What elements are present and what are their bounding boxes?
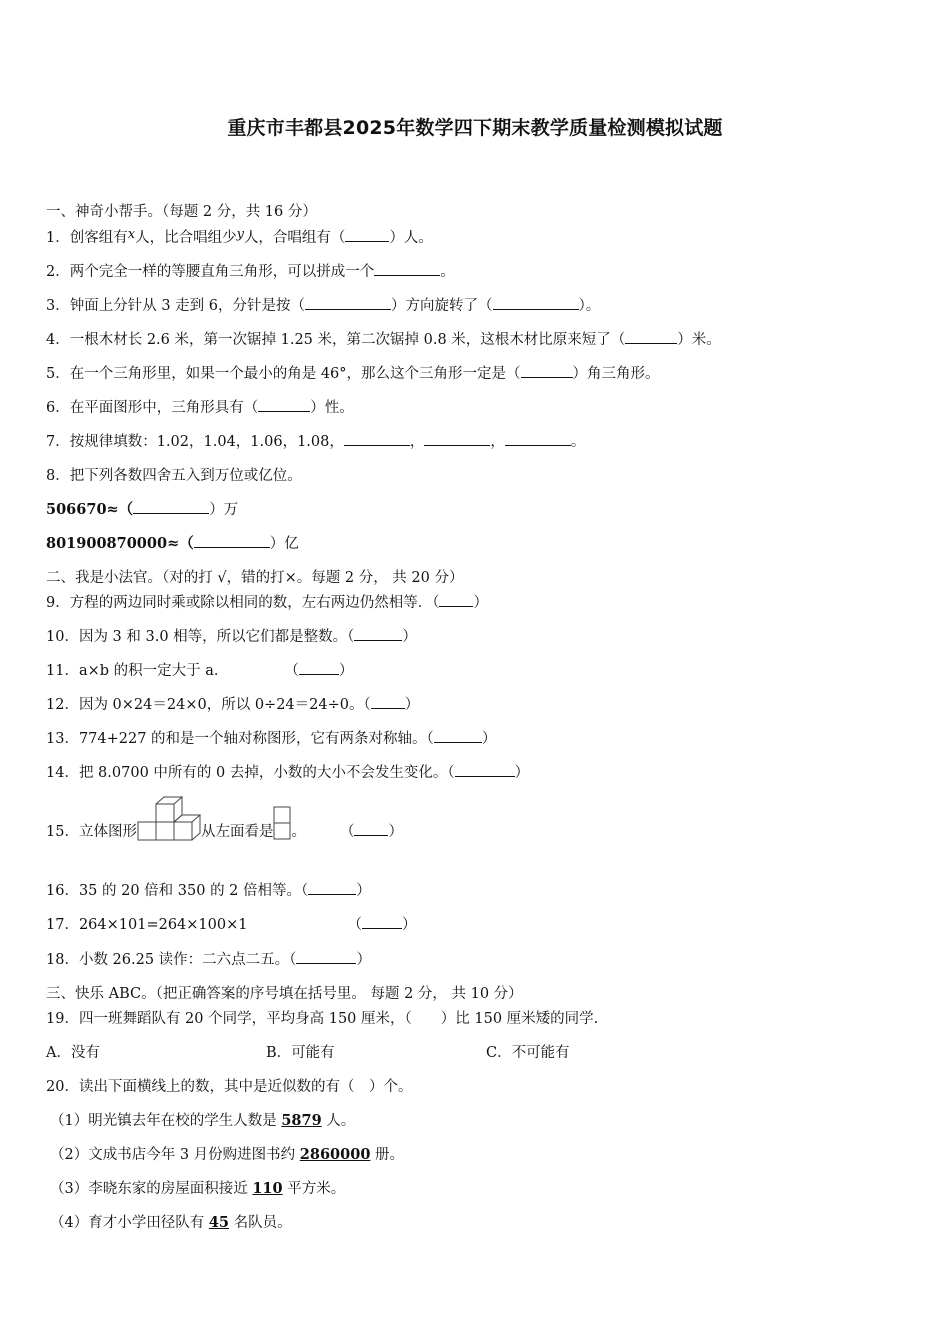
answer-blank[interactable] [354,822,388,836]
question-20-item: （4）育才小学田径队有 45 名队员。 [50,1214,292,1231]
question-18: 18．小数 26.25 读作：二六点二五。（ ） [46,952,371,968]
question-2: 2．两个完全一样的等腰直角三角形，可以拼成一个 。 [46,264,455,280]
answer-blank[interactable] [299,661,339,675]
answer-blank[interactable] [354,627,402,641]
page-title: 重庆市丰都县2025年数学四下期末教学质量检测模拟试题 [227,117,723,139]
question-20-item: （3）李晓东家的房屋面积接近 110 平方米。 [50,1180,346,1197]
answer-blank[interactable] [439,593,473,607]
answer-blank[interactable] [296,950,356,964]
option-a[interactable]: A．没有 [46,1045,100,1061]
answer-blank[interactable] [362,915,402,929]
answer-blank[interactable] [194,534,270,548]
answer-blank[interactable] [455,763,515,777]
question-19: 19．四一班舞蹈队有 20 个同学，平均身高 150 厘米，（ ）比 150 厘米矮的同学. [46,1011,599,1027]
question-5: 5．在一个三角形里，如果一个最小的角是 46°，那么这个三角形一定是（ ）角三角形。 [46,366,660,382]
question-16: 16．35 的 20 倍和 350 的 2 倍相等。（ ） [46,883,371,899]
answer-blank[interactable] [625,330,677,344]
question-13: 13．774+227 的和是一个轴对称图形，它有两条对称轴。（ ） [46,731,497,747]
answer-blank[interactable] [305,296,391,310]
answer-blank[interactable] [374,262,440,276]
question-1: 1．创客组有x人，比合唱组少y人，合唱组有（ ）人。 [46,227,433,246]
left-view-image [273,806,291,842]
question-12: 12．因为 0×24＝24×0，所以 0÷24＝24÷0。（ ） [46,697,420,713]
answer-blank[interactable] [371,695,405,709]
question-7: 7．按规律填数：1.02，1.04，1.06，1.08， ， ， 。 [46,434,586,450]
question-20-item: （2）文成书店今年 3 月份购进图书约 2860000 册。 [50,1146,405,1163]
answer-blank[interactable] [424,432,490,446]
question-20: 20．读出下面横线上的数，其中是近似数的有（ ）个。 [46,1079,413,1095]
option-b[interactable]: B．可能有 [266,1045,335,1061]
answer-blank[interactable] [493,296,579,310]
question-15: 15．立体图形 从左面看是 。 （ ） [46,822,403,842]
answer-blank[interactable] [434,729,482,743]
question-20-item: （1）明光镇去年在校的学生人数是 5879 人。 [50,1112,356,1129]
answer-blank[interactable] [521,364,573,378]
answer-blank[interactable] [308,881,356,895]
question-10: 10．因为 3 和 3.0 相等，所以它们都是整数。（ ） [46,629,417,645]
section-1-heading: 一、神奇小帮手。（每题 2 分，共 16 分） [46,204,317,220]
question-6: 6．在平面图形中，三角形具有（ ）性。 [46,400,354,416]
option-c[interactable]: C．不可能有 [486,1045,570,1061]
question-3: 3．钟面上分针从 3 走到 6，分针是按（ ）方向旋转了（ ）。 [46,298,601,314]
question-8b: 801900870000≈（ ）亿 [46,535,299,552]
question-11: 11．a×b 的积一定大于 a． （ ） [46,663,354,679]
section-3-heading: 三、快乐 ABC。（把正确答案的序号填在括号里。 每题 2 分， 共 10 分） [46,986,523,1002]
section-2-heading: 二、我是小法官。（对的打 √，错的打×。每题 2 分， 共 20 分） [46,570,464,586]
variable-x: x [127,227,136,242]
question-9: 9．方程的两边同时乘或除以相同的数，左右两边仍然相等．（ ） [46,595,488,611]
answer-blank[interactable] [345,228,389,242]
answer-blank[interactable] [505,432,571,446]
question-14: 14．把 8.0700 中所有的 0 去掉，小数的大小不会发生变化。（ ） [46,765,530,781]
answer-blank[interactable] [344,432,410,446]
question-4: 4．一根木材长 2.6 米，第一次锯掉 1.25 米，第二次锯掉 0.8 米，这根木材比原来短了（ ）米。 [46,332,721,348]
answer-blank[interactable] [258,398,310,412]
question-17: 17．264×101=264×100×1 （ ） [46,917,417,933]
variable-y: y [236,227,244,242]
question-8a: 506670≈（ ）万 [46,501,239,518]
answer-blank[interactable] [133,500,209,514]
question-8: 8．把下列各数四舍五入到万位或亿位。 [46,468,302,484]
solid-figure-image [137,796,201,842]
